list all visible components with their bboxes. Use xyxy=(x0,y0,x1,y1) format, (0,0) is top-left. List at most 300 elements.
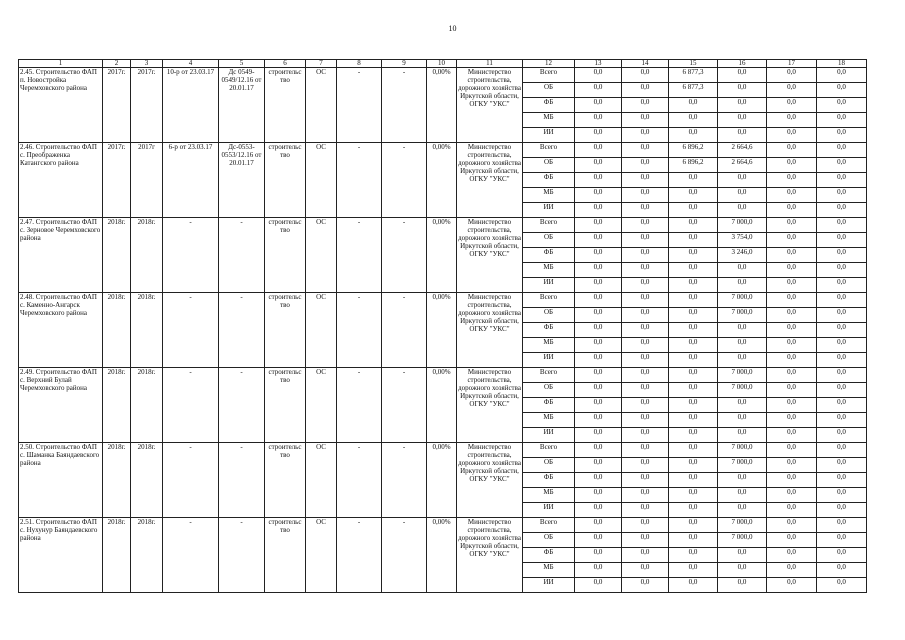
funding-value-col-17: 0,0 xyxy=(767,443,817,458)
contract-ref: - xyxy=(219,443,265,518)
funding-value-col-15: 0,0 xyxy=(669,383,718,398)
funding-value-col-14: 0,0 xyxy=(622,143,669,158)
column-number-12: 12 xyxy=(523,60,575,68)
funding-value-col-15: 0,0 xyxy=(669,518,718,533)
funding-value-col-13: 0,0 xyxy=(575,203,622,218)
funding-value-col-18: 0,0 xyxy=(817,503,867,518)
funding-value-col-17: 0,0 xyxy=(767,323,817,338)
funding-value-col-18: 0,0 xyxy=(817,398,867,413)
column-number-17: 17 xyxy=(767,60,817,68)
responsible-executor: Министерство строительства, дорожного хозяйства Иркутской области, ОГКУ "УКС" xyxy=(457,518,523,593)
funding-value-col-15: 0,0 xyxy=(669,488,718,503)
funding-value-col-13: 0,0 xyxy=(575,473,622,488)
funding-value-col-18: 0,0 xyxy=(817,188,867,203)
contract-ref: Дс-0553-0553/12.16 от 20.01.17 xyxy=(219,143,265,218)
funding-value-col-17: 0,0 xyxy=(767,128,817,143)
end-year: 2017г. xyxy=(131,68,163,143)
column-number-9: 9 xyxy=(382,60,427,68)
funding-value-col-13: 0,0 xyxy=(575,578,622,593)
funding-source: ОБ xyxy=(523,158,575,173)
col-8-value: - xyxy=(337,143,382,218)
funding-value-col-18: 0,0 xyxy=(817,113,867,128)
funding-value-col-17: 0,0 xyxy=(767,548,817,563)
end-year: 2018г. xyxy=(131,443,163,518)
funding-value-col-13: 0,0 xyxy=(575,398,622,413)
funding-value-col-14: 0,0 xyxy=(622,203,669,218)
funding-value-col-15: 0,0 xyxy=(669,353,718,368)
funding-value-col-18: 0,0 xyxy=(817,173,867,188)
funding-source: Всего xyxy=(523,443,575,458)
funding-value-col-14: 0,0 xyxy=(622,338,669,353)
funding-value-col-16: 0,0 xyxy=(718,413,767,428)
funding-value-col-16: 2 664,6 xyxy=(718,143,767,158)
readiness-percent: 0,00% xyxy=(427,68,457,143)
table-row xyxy=(19,143,867,158)
funding-value-col-14: 0,0 xyxy=(622,398,669,413)
funding-value-col-17: 0,0 xyxy=(767,203,817,218)
funding-value-col-18: 0,0 xyxy=(817,323,867,338)
funding-value-col-18: 0,0 xyxy=(817,338,867,353)
order-ref: 6-р от 23.03.17 xyxy=(163,143,219,218)
funding-value-col-18: 0,0 xyxy=(817,98,867,113)
funding-value-col-14: 0,0 xyxy=(622,173,669,188)
funding-value-col-16: 0,0 xyxy=(718,563,767,578)
funding-value-col-13: 0,0 xyxy=(575,83,622,98)
funding-value-col-15: 0,0 xyxy=(669,563,718,578)
funding-value-col-15: 6 877,3 xyxy=(669,68,718,83)
funding-value-col-17: 0,0 xyxy=(767,428,817,443)
funding-value-col-17: 0,0 xyxy=(767,188,817,203)
funding-value-col-16: 0,0 xyxy=(718,353,767,368)
funding-value-col-16: 3 754,0 xyxy=(718,233,767,248)
funding-source: ОБ xyxy=(523,458,575,473)
funding-value-col-16: 0,0 xyxy=(718,338,767,353)
funding-value-col-14: 0,0 xyxy=(622,428,669,443)
funding-source: Всего xyxy=(523,293,575,308)
funding-value-col-16: 0,0 xyxy=(718,548,767,563)
funding-value-col-14: 0,0 xyxy=(622,308,669,323)
funding-value-col-14: 0,0 xyxy=(622,368,669,383)
readiness-percent: 0,00% xyxy=(427,368,457,443)
funding-value-col-18: 0,0 xyxy=(817,563,867,578)
funding-value-col-16: 0,0 xyxy=(718,128,767,143)
funding-value-col-13: 0,0 xyxy=(575,563,622,578)
object-class: ОС xyxy=(306,68,337,143)
funding-value-col-13: 0,0 xyxy=(575,458,622,473)
project-name: 2.45. Строительство ФАП п. Новостройка Черемховского района xyxy=(19,68,103,143)
work-type: строительс тво xyxy=(265,368,306,443)
funding-source: МБ xyxy=(523,488,575,503)
column-number-6: 6 xyxy=(265,60,306,68)
funding-value-col-17: 0,0 xyxy=(767,578,817,593)
col-9-value: - xyxy=(382,218,427,293)
funding-value-col-17: 0,0 xyxy=(767,383,817,398)
funding-value-col-13: 0,0 xyxy=(575,248,622,263)
funding-source: ОБ xyxy=(523,383,575,398)
funding-value-col-14: 0,0 xyxy=(622,413,669,428)
funding-value-col-13: 0,0 xyxy=(575,428,622,443)
work-type: строительс тво xyxy=(265,218,306,293)
funding-value-col-15: 0,0 xyxy=(669,473,718,488)
column-number-14: 14 xyxy=(622,60,669,68)
funding-value-col-17: 0,0 xyxy=(767,413,817,428)
funding-value-col-16: 0,0 xyxy=(718,323,767,338)
funding-value-col-14: 0,0 xyxy=(622,263,669,278)
funding-value-col-15: 0,0 xyxy=(669,548,718,563)
funding-value-col-13: 0,0 xyxy=(575,263,622,278)
start-year: 2017г. xyxy=(103,143,131,218)
funding-value-col-14: 0,0 xyxy=(622,383,669,398)
funding-value-col-14: 0,0 xyxy=(622,473,669,488)
funding-value-col-14: 0,0 xyxy=(622,323,669,338)
col-9-value: - xyxy=(382,443,427,518)
funding-value-col-18: 0,0 xyxy=(817,83,867,98)
responsible-executor: Министерство строительства, дорожного хозяйства Иркутской области, ОГКУ "УКС" xyxy=(457,218,523,293)
funding-value-col-16: 7 000,0 xyxy=(718,533,767,548)
table-row xyxy=(19,443,867,458)
funding-value-col-17: 0,0 xyxy=(767,518,817,533)
column-number-4: 4 xyxy=(163,60,219,68)
funding-value-col-16: 0,0 xyxy=(718,488,767,503)
funding-value-col-13: 0,0 xyxy=(575,488,622,503)
funding-value-col-14: 0,0 xyxy=(622,113,669,128)
start-year: 2018г. xyxy=(103,218,131,293)
funding-source: ФБ xyxy=(523,98,575,113)
funding-value-col-18: 0,0 xyxy=(817,518,867,533)
funding-value-col-18: 0,0 xyxy=(817,293,867,308)
funding-value-col-14: 0,0 xyxy=(622,518,669,533)
funding-value-col-15: 0,0 xyxy=(669,128,718,143)
funding-value-col-15: 0,0 xyxy=(669,98,718,113)
budget-table xyxy=(18,59,867,593)
project-name: 2.48. Строительство ФАП с. Каменно-Ангарск Черемховского района xyxy=(19,293,103,368)
funding-source: ИИ xyxy=(523,578,575,593)
table-row xyxy=(19,518,867,533)
funding-value-col-14: 0,0 xyxy=(622,293,669,308)
funding-source: МБ xyxy=(523,338,575,353)
readiness-percent: 0,00% xyxy=(427,518,457,593)
funding-source: МБ xyxy=(523,563,575,578)
funding-value-col-13: 0,0 xyxy=(575,308,622,323)
column-number-13: 13 xyxy=(575,60,622,68)
funding-value-col-18: 0,0 xyxy=(817,143,867,158)
funding-value-col-15: 0,0 xyxy=(669,503,718,518)
funding-value-col-16: 7 000,0 xyxy=(718,218,767,233)
funding-value-col-14: 0,0 xyxy=(622,83,669,98)
funding-value-col-15: 0,0 xyxy=(669,263,718,278)
funding-value-col-18: 0,0 xyxy=(817,473,867,488)
funding-value-col-14: 0,0 xyxy=(622,503,669,518)
funding-value-col-18: 0,0 xyxy=(817,263,867,278)
order-ref: - xyxy=(163,293,219,368)
col-9-value: - xyxy=(382,293,427,368)
start-year: 2018г. xyxy=(103,443,131,518)
table-row xyxy=(19,68,867,83)
funding-value-col-13: 0,0 xyxy=(575,233,622,248)
funding-value-col-13: 0,0 xyxy=(575,98,622,113)
funding-value-col-18: 0,0 xyxy=(817,548,867,563)
funding-value-col-13: 0,0 xyxy=(575,158,622,173)
funding-value-col-18: 0,0 xyxy=(817,248,867,263)
contract-ref: - xyxy=(219,218,265,293)
funding-source: ФБ xyxy=(523,248,575,263)
funding-value-col-16: 0,0 xyxy=(718,263,767,278)
funding-value-col-14: 0,0 xyxy=(622,578,669,593)
funding-value-col-15: 0,0 xyxy=(669,308,718,323)
funding-value-col-16: 0,0 xyxy=(718,173,767,188)
funding-value-col-16: 0,0 xyxy=(718,278,767,293)
funding-value-col-14: 0,0 xyxy=(622,353,669,368)
project-name: 2.46. Строительство ФАП с. Преображенка Катангского района xyxy=(19,143,103,218)
column-number-10: 10 xyxy=(427,60,457,68)
funding-source: ИИ xyxy=(523,503,575,518)
start-year: 2018г. xyxy=(103,293,131,368)
start-year: 2018г. xyxy=(103,368,131,443)
table-row xyxy=(19,368,867,383)
funding-value-col-15: 0,0 xyxy=(669,338,718,353)
funding-value-col-13: 0,0 xyxy=(575,503,622,518)
funding-value-col-16: 7 000,0 xyxy=(718,383,767,398)
table-body xyxy=(19,60,867,593)
funding-value-col-15: 0,0 xyxy=(669,203,718,218)
end-year: 2018г. xyxy=(131,218,163,293)
funding-value-col-18: 0,0 xyxy=(817,353,867,368)
funding-value-col-13: 0,0 xyxy=(575,368,622,383)
funding-value-col-14: 0,0 xyxy=(622,548,669,563)
funding-value-col-17: 0,0 xyxy=(767,113,817,128)
funding-value-col-16: 3 246,0 xyxy=(718,248,767,263)
readiness-percent: 0,00% xyxy=(427,293,457,368)
funding-source: ОБ xyxy=(523,83,575,98)
project-name: 2.51. Строительство ФАП с. Нухунур Баяндаевского района xyxy=(19,518,103,593)
funding-source: ИИ xyxy=(523,128,575,143)
funding-value-col-17: 0,0 xyxy=(767,233,817,248)
funding-value-col-16: 0,0 xyxy=(718,98,767,113)
funding-source: Всего xyxy=(523,368,575,383)
funding-value-col-13: 0,0 xyxy=(575,353,622,368)
page-number: 10 xyxy=(448,24,457,33)
funding-value-col-18: 0,0 xyxy=(817,383,867,398)
funding-value-col-14: 0,0 xyxy=(622,458,669,473)
funding-value-col-16: 0,0 xyxy=(718,398,767,413)
funding-value-col-15: 0,0 xyxy=(669,323,718,338)
funding-value-col-18: 0,0 xyxy=(817,458,867,473)
funding-value-col-15: 0,0 xyxy=(669,278,718,293)
funding-source: Всего xyxy=(523,218,575,233)
funding-value-col-13: 0,0 xyxy=(575,338,622,353)
funding-value-col-18: 0,0 xyxy=(817,578,867,593)
funding-source: ФБ xyxy=(523,548,575,563)
funding-value-col-17: 0,0 xyxy=(767,488,817,503)
funding-source: МБ xyxy=(523,413,575,428)
column-number-16: 16 xyxy=(718,60,767,68)
funding-value-col-17: 0,0 xyxy=(767,248,817,263)
funding-value-col-17: 0,0 xyxy=(767,563,817,578)
funding-value-col-15: 0,0 xyxy=(669,233,718,248)
funding-source: ОБ xyxy=(523,533,575,548)
funding-value-col-15: 0,0 xyxy=(669,443,718,458)
col-9-value: - xyxy=(382,68,427,143)
funding-value-col-16: 7 000,0 xyxy=(718,443,767,458)
funding-source: Всего xyxy=(523,518,575,533)
order-ref: - xyxy=(163,443,219,518)
column-number-row xyxy=(19,60,867,68)
funding-value-col-16: 0,0 xyxy=(718,188,767,203)
funding-value-col-15: 0,0 xyxy=(669,248,718,263)
object-class: ОС xyxy=(306,143,337,218)
funding-source: Всего xyxy=(523,68,575,83)
project-name: 2.49. Строительство ФАП с. Верхний Булай Черемховского района xyxy=(19,368,103,443)
funding-value-col-14: 0,0 xyxy=(622,188,669,203)
funding-value-col-15: 0,0 xyxy=(669,533,718,548)
funding-value-col-16: 0,0 xyxy=(718,203,767,218)
funding-value-col-13: 0,0 xyxy=(575,413,622,428)
project-name: 2.50. Строительство ФАП с. Шаманка Баяндаевского района xyxy=(19,443,103,518)
funding-value-col-18: 0,0 xyxy=(817,443,867,458)
readiness-percent: 0,00% xyxy=(427,143,457,218)
contract-ref: - xyxy=(219,518,265,593)
funding-value-col-13: 0,0 xyxy=(575,128,622,143)
funding-value-col-13: 0,0 xyxy=(575,113,622,128)
column-number-1: 1 xyxy=(19,60,103,68)
col-8-value: - xyxy=(337,518,382,593)
funding-value-col-17: 0,0 xyxy=(767,398,817,413)
funding-value-col-13: 0,0 xyxy=(575,173,622,188)
funding-value-col-15: 0,0 xyxy=(669,428,718,443)
funding-value-col-17: 0,0 xyxy=(767,473,817,488)
funding-value-col-17: 0,0 xyxy=(767,293,817,308)
funding-value-col-17: 0,0 xyxy=(767,143,817,158)
funding-value-col-17: 0,0 xyxy=(767,98,817,113)
funding-value-col-17: 0,0 xyxy=(767,158,817,173)
funding-value-col-15: 0,0 xyxy=(669,218,718,233)
funding-source: ОБ xyxy=(523,308,575,323)
readiness-percent: 0,00% xyxy=(427,443,457,518)
funding-value-col-15: 0,0 xyxy=(669,293,718,308)
funding-value-col-17: 0,0 xyxy=(767,458,817,473)
funding-value-col-13: 0,0 xyxy=(575,293,622,308)
funding-value-col-16: 7 000,0 xyxy=(718,293,767,308)
col-8-value: - xyxy=(337,68,382,143)
project-name: 2.47. Строительство ФАП с. Зерновое Черемховского района xyxy=(19,218,103,293)
column-number-8: 8 xyxy=(337,60,382,68)
funding-value-col-15: 0,0 xyxy=(669,173,718,188)
responsible-executor: Министерство строительства, дорожного хозяйства Иркутской области, ОГКУ "УКС" xyxy=(457,368,523,443)
contract-ref: - xyxy=(219,368,265,443)
column-number-11: 11 xyxy=(457,60,523,68)
funding-source: ИИ xyxy=(523,353,575,368)
funding-value-col-13: 0,0 xyxy=(575,443,622,458)
funding-value-col-18: 0,0 xyxy=(817,278,867,293)
funding-value-col-14: 0,0 xyxy=(622,158,669,173)
funding-value-col-13: 0,0 xyxy=(575,383,622,398)
funding-source: ИИ xyxy=(523,278,575,293)
funding-value-col-15: 6 896,2 xyxy=(669,158,718,173)
funding-value-col-15: 0,0 xyxy=(669,113,718,128)
funding-value-col-15: 6 896,2 xyxy=(669,143,718,158)
funding-source: ОБ xyxy=(523,233,575,248)
funding-value-col-18: 0,0 xyxy=(817,203,867,218)
funding-value-col-14: 0,0 xyxy=(622,98,669,113)
funding-value-col-16: 7 000,0 xyxy=(718,368,767,383)
order-ref: - xyxy=(163,218,219,293)
end-year: 2018г. xyxy=(131,368,163,443)
funding-value-col-18: 0,0 xyxy=(817,128,867,143)
object-class: ОС xyxy=(306,518,337,593)
column-number-2: 2 xyxy=(103,60,131,68)
order-ref: - xyxy=(163,518,219,593)
funding-source: МБ xyxy=(523,188,575,203)
funding-value-col-18: 0,0 xyxy=(817,233,867,248)
funding-value-col-14: 0,0 xyxy=(622,488,669,503)
funding-value-col-16: 0,0 xyxy=(718,473,767,488)
funding-value-col-17: 0,0 xyxy=(767,338,817,353)
funding-value-col-17: 0,0 xyxy=(767,503,817,518)
order-ref: - xyxy=(163,368,219,443)
col-8-value: - xyxy=(337,443,382,518)
funding-value-col-16: 0,0 xyxy=(718,428,767,443)
end-year: 2017г xyxy=(131,143,163,218)
funding-value-col-18: 0,0 xyxy=(817,308,867,323)
funding-value-col-16: 7 000,0 xyxy=(718,518,767,533)
funding-value-col-13: 0,0 xyxy=(575,278,622,293)
funding-value-col-18: 0,0 xyxy=(817,413,867,428)
funding-value-col-16: 0,0 xyxy=(718,83,767,98)
funding-source: Всего xyxy=(523,143,575,158)
col-8-value: - xyxy=(337,368,382,443)
funding-value-col-17: 0,0 xyxy=(767,263,817,278)
funding-value-col-16: 7 000,0 xyxy=(718,308,767,323)
work-type: строительс тво xyxy=(265,143,306,218)
funding-value-col-17: 0,0 xyxy=(767,533,817,548)
funding-value-col-16: 0,0 xyxy=(718,578,767,593)
work-type: строительс тво xyxy=(265,68,306,143)
funding-value-col-15: 0,0 xyxy=(669,458,718,473)
funding-source: ФБ xyxy=(523,398,575,413)
funding-value-col-17: 0,0 xyxy=(767,218,817,233)
readiness-percent: 0,00% xyxy=(427,218,457,293)
funding-value-col-13: 0,0 xyxy=(575,143,622,158)
funding-value-col-17: 0,0 xyxy=(767,308,817,323)
funding-value-col-17: 0,0 xyxy=(767,68,817,83)
funding-value-col-15: 0,0 xyxy=(669,368,718,383)
funding-value-col-16: 2 664,6 xyxy=(718,158,767,173)
funding-source: ФБ xyxy=(523,323,575,338)
funding-source: ФБ xyxy=(523,473,575,488)
funding-value-col-13: 0,0 xyxy=(575,218,622,233)
funding-value-col-14: 0,0 xyxy=(622,233,669,248)
work-type: строительс тво xyxy=(265,443,306,518)
end-year: 2018г. xyxy=(131,293,163,368)
start-year: 2017г. xyxy=(103,68,131,143)
funding-value-col-17: 0,0 xyxy=(767,368,817,383)
funding-value-col-15: 0,0 xyxy=(669,398,718,413)
responsible-executor: Министерство строительства, дорожного хозяйства Иркутской области, ОГКУ "УКС" xyxy=(457,68,523,143)
object-class: ОС xyxy=(306,443,337,518)
funding-value-col-13: 0,0 xyxy=(575,548,622,563)
column-number-3: 3 xyxy=(131,60,163,68)
funding-value-col-14: 0,0 xyxy=(622,218,669,233)
funding-value-col-17: 0,0 xyxy=(767,353,817,368)
funding-value-col-14: 0,0 xyxy=(622,443,669,458)
object-class: ОС xyxy=(306,368,337,443)
funding-source: ИИ xyxy=(523,203,575,218)
table-row xyxy=(19,293,867,308)
funding-value-col-16: 0,0 xyxy=(718,113,767,128)
funding-value-col-18: 0,0 xyxy=(817,533,867,548)
funding-value-col-18: 0,0 xyxy=(817,368,867,383)
funding-value-col-14: 0,0 xyxy=(622,533,669,548)
